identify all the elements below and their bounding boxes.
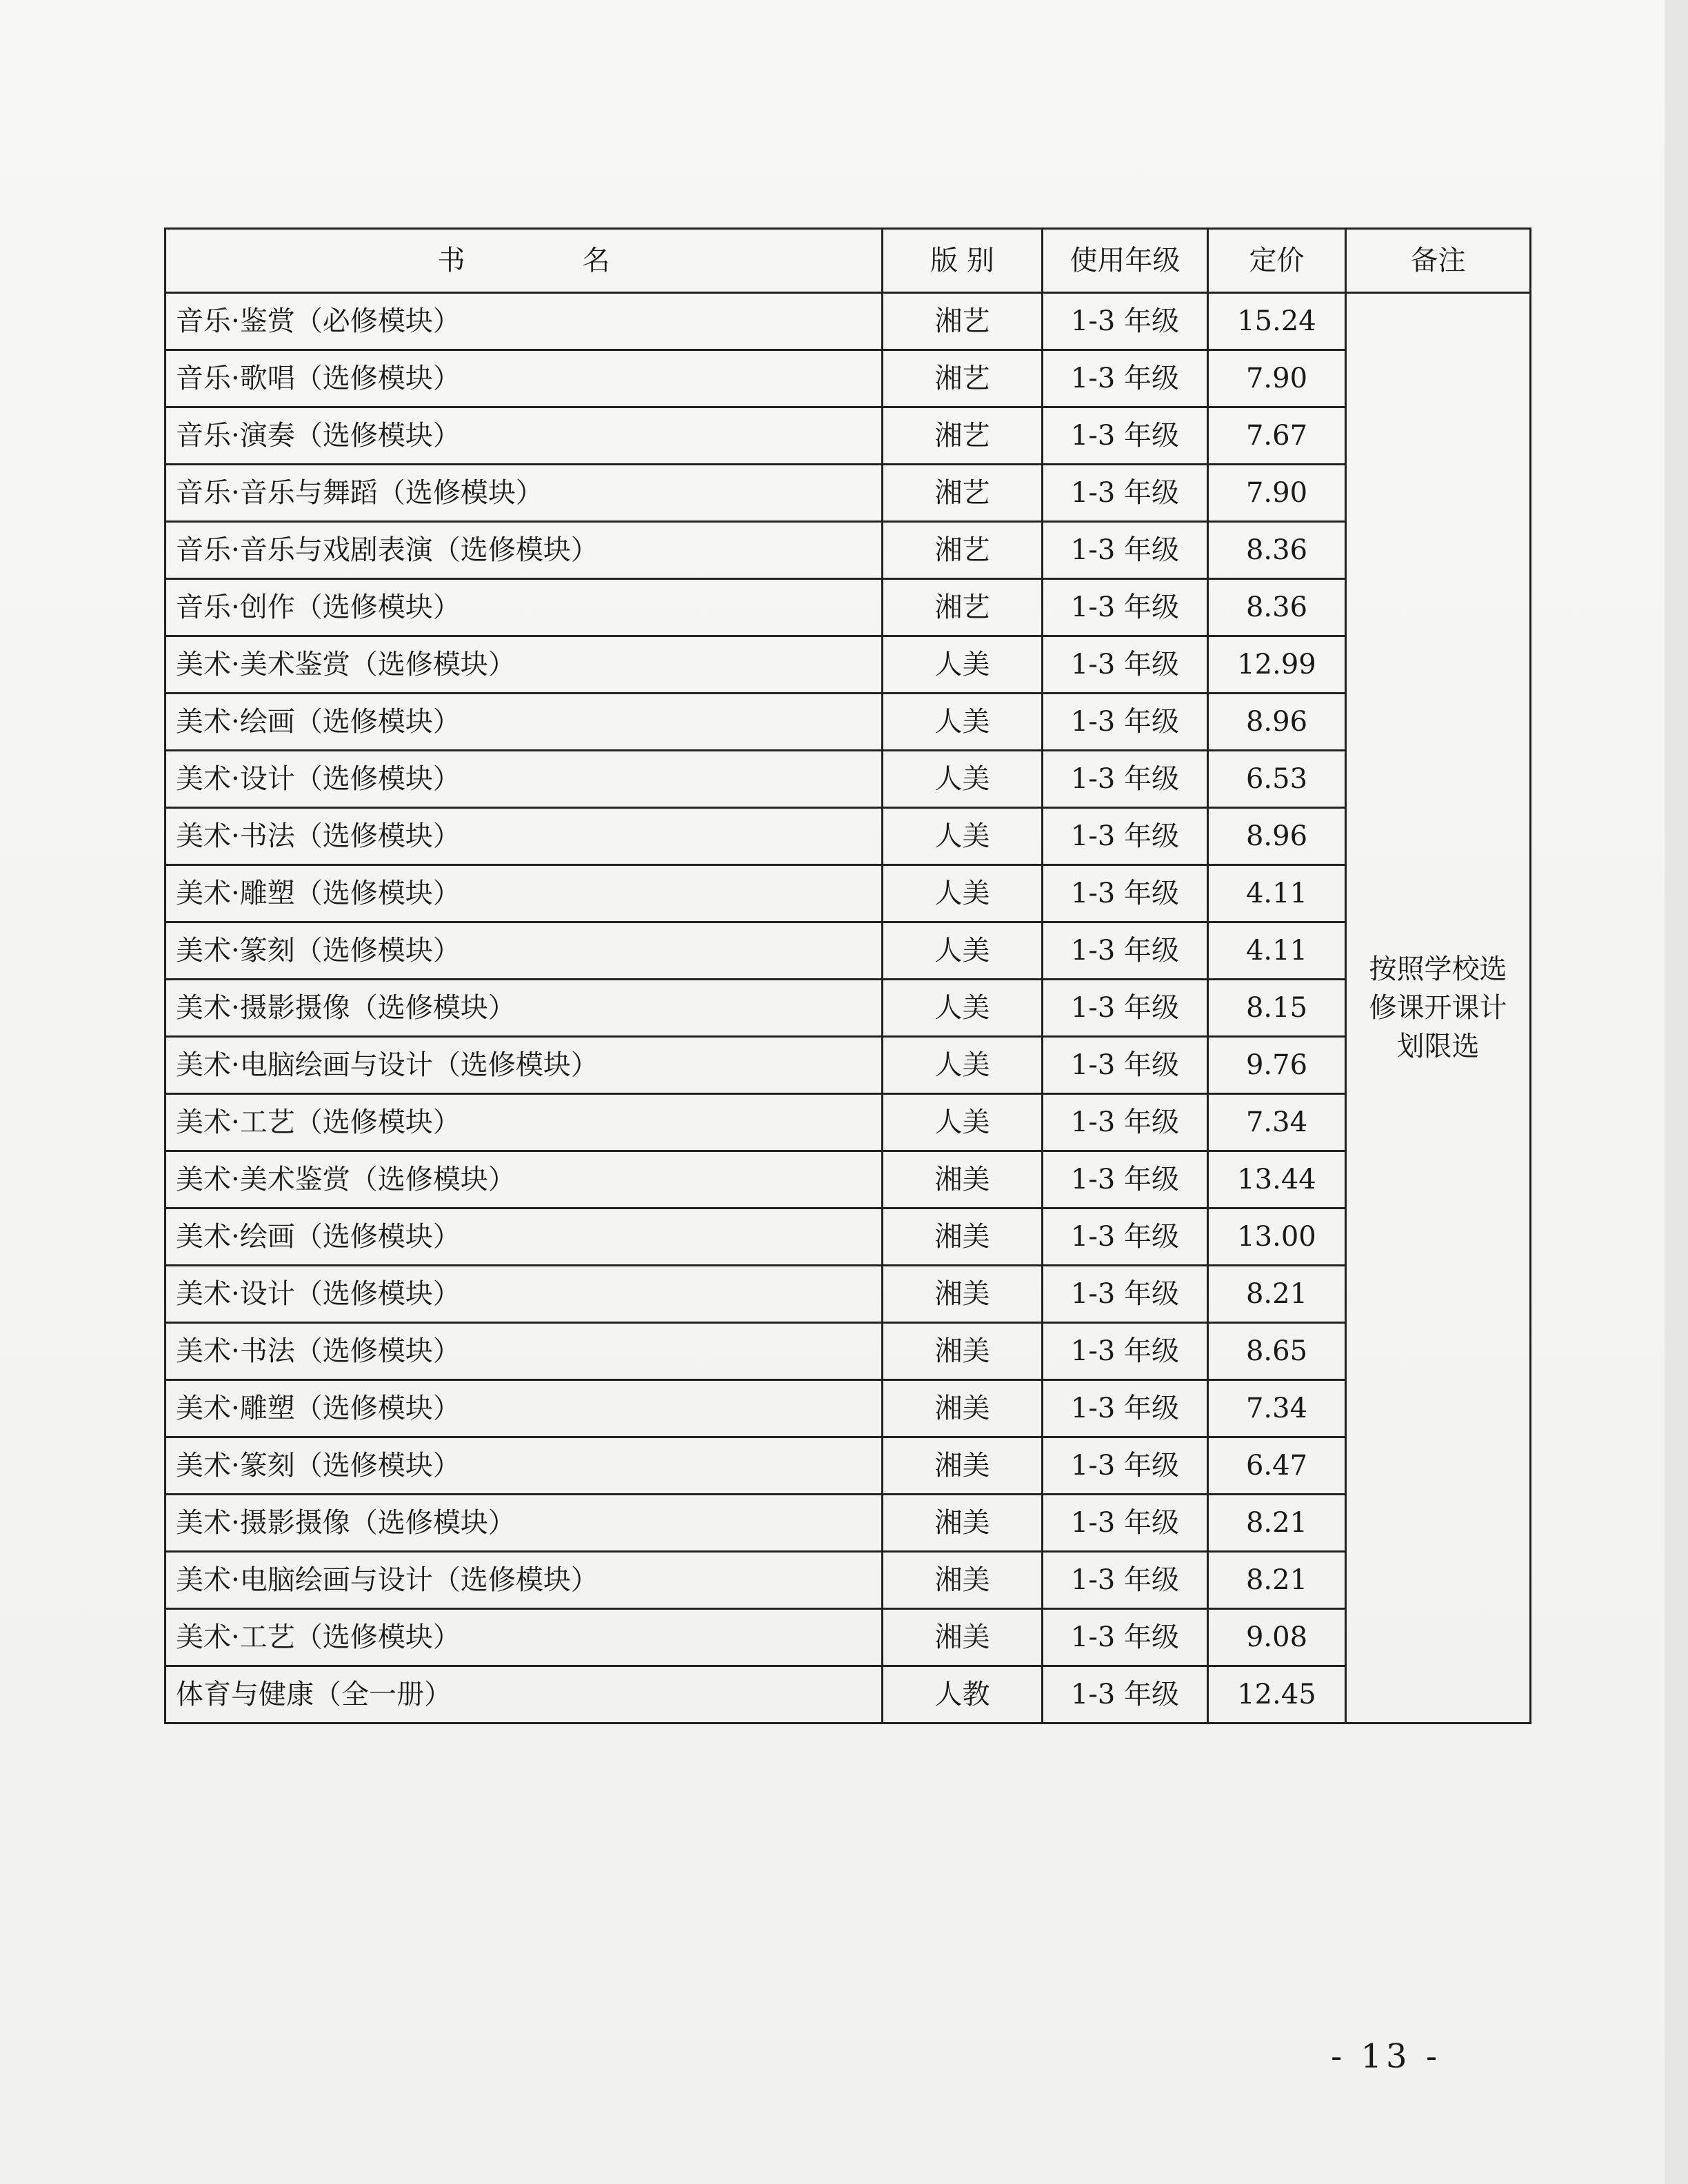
edition-cell: 湘艺	[883, 522, 1043, 579]
price-cell: 7.90	[1208, 350, 1346, 407]
edition-cell: 湘艺	[883, 350, 1043, 407]
edition-cell: 人美	[883, 980, 1043, 1037]
grade-cell: 1-3 年级	[1043, 293, 1208, 350]
grade-cell: 1-3 年级	[1043, 922, 1208, 980]
header-name-char-1: 书	[437, 245, 465, 276]
table-header-row	[165, 229, 1531, 293]
table-row	[165, 1209, 1531, 1266]
table-row	[165, 694, 1531, 751]
grade-cell: 1-3 年级	[1043, 808, 1208, 865]
price-cell: 6.53	[1208, 751, 1346, 808]
book-name-cell: 美术·设计（选修模块）	[165, 1266, 883, 1323]
grade-cell: 1-3 年级	[1043, 465, 1208, 522]
price-cell: 13.44	[1208, 1151, 1346, 1209]
price-cell: 7.34	[1208, 1380, 1346, 1437]
price-cell: 8.36	[1208, 579, 1346, 636]
table-row	[165, 1323, 1531, 1380]
table-row	[165, 1552, 1531, 1609]
book-name-cell: 美术·绘画（选修模块）	[165, 694, 883, 751]
book-name-cell: 体育与健康（全一册）	[165, 1666, 883, 1723]
price-cell: 7.34	[1208, 1094, 1346, 1151]
edition-cell: 人美	[883, 922, 1043, 980]
grade-cell: 1-3 年级	[1043, 1437, 1208, 1495]
grade-cell: 1-3 年级	[1043, 1495, 1208, 1552]
price-cell: 4.11	[1208, 922, 1346, 980]
book-name-cell: 音乐·音乐与舞蹈（选修模块）	[165, 465, 883, 522]
edition-cell: 湘美	[883, 1209, 1043, 1266]
edition-cell: 湘美	[883, 1609, 1043, 1666]
grade-cell: 1-3 年级	[1043, 1552, 1208, 1609]
book-name-cell: 美术·绘画（选修模块）	[165, 1209, 883, 1266]
book-name-cell: 美术·书法（选修模块）	[165, 1323, 883, 1380]
header-name-char-2: 名	[582, 245, 610, 276]
grade-cell: 1-3 年级	[1043, 407, 1208, 465]
grade-cell: 1-3 年级	[1043, 1209, 1208, 1266]
price-cell: 7.90	[1208, 465, 1346, 522]
header-edition: 版 别	[883, 229, 1043, 293]
book-name-cell: 美术·工艺（选修模块）	[165, 1609, 883, 1666]
price-cell: 4.11	[1208, 865, 1346, 922]
table-row	[165, 1094, 1531, 1151]
header-book-name	[165, 229, 883, 293]
table-body	[165, 293, 1531, 1723]
grade-cell: 1-3 年级	[1043, 751, 1208, 808]
table-row	[165, 865, 1531, 922]
price-cell: 8.21	[1208, 1552, 1346, 1609]
edition-cell: 人美	[883, 751, 1043, 808]
edition-cell: 人美	[883, 1094, 1043, 1151]
price-cell: 8.36	[1208, 522, 1346, 579]
grade-cell: 1-3 年级	[1043, 1609, 1208, 1666]
remarks-cell	[1346, 293, 1531, 1723]
book-name-cell: 音乐·鉴赏（必修模块）	[165, 293, 883, 350]
table-row	[165, 980, 1531, 1037]
edition-cell: 湘美	[883, 1151, 1043, 1209]
book-name-cell: 美术·美术鉴赏（选修模块）	[165, 1151, 883, 1209]
edition-cell: 湘美	[883, 1495, 1043, 1552]
header-grade: 使用年级	[1043, 229, 1208, 293]
price-cell: 8.21	[1208, 1266, 1346, 1323]
remarks-text: 按照学校选修课开课计划限选	[1369, 953, 1507, 1062]
edition-cell: 人美	[883, 694, 1043, 751]
table-row	[165, 293, 1531, 350]
grade-cell: 1-3 年级	[1043, 1151, 1208, 1209]
book-name-cell: 美术·美术鉴赏（选修模块）	[165, 636, 883, 694]
header-remarks: 备注	[1346, 229, 1531, 293]
table-row	[165, 1266, 1531, 1323]
table-row	[165, 350, 1531, 407]
edition-cell: 人美	[883, 1037, 1043, 1094]
page-edge-shadow	[1665, 0, 1688, 2184]
book-name-cell: 音乐·创作（选修模块）	[165, 579, 883, 636]
table-row	[165, 579, 1531, 636]
edition-cell: 人美	[883, 636, 1043, 694]
book-name-cell: 音乐·演奏（选修模块）	[165, 407, 883, 465]
price-cell: 6.47	[1208, 1437, 1346, 1495]
textbook-table	[164, 228, 1531, 1724]
grade-cell: 1-3 年级	[1043, 980, 1208, 1037]
edition-cell: 人美	[883, 865, 1043, 922]
grade-cell: 1-3 年级	[1043, 1094, 1208, 1151]
book-name-cell: 美术·摄影摄像（选修模块）	[165, 980, 883, 1037]
edition-cell: 湘美	[883, 1437, 1043, 1495]
grade-cell: 1-3 年级	[1043, 522, 1208, 579]
book-name-cell: 美术·篆刻（选修模块）	[165, 922, 883, 980]
edition-cell: 湘美	[883, 1552, 1043, 1609]
grade-cell: 1-3 年级	[1043, 1323, 1208, 1380]
grade-cell: 1-3 年级	[1043, 636, 1208, 694]
edition-cell: 人美	[883, 808, 1043, 865]
book-name-cell: 美术·设计（选修模块）	[165, 751, 883, 808]
table-row	[165, 1437, 1531, 1495]
price-cell: 8.65	[1208, 1323, 1346, 1380]
price-cell: 9.08	[1208, 1609, 1346, 1666]
table-row	[165, 1151, 1531, 1209]
edition-cell: 湘艺	[883, 293, 1043, 350]
table-row	[165, 1666, 1531, 1723]
table-row	[165, 922, 1531, 980]
table-row	[165, 1495, 1531, 1552]
edition-cell: 湘艺	[883, 465, 1043, 522]
book-name-cell: 美术·工艺（选修模块）	[165, 1094, 883, 1151]
edition-cell: 湘美	[883, 1266, 1043, 1323]
grade-cell: 1-3 年级	[1043, 1266, 1208, 1323]
grade-cell: 1-3 年级	[1043, 579, 1208, 636]
table-row	[165, 522, 1531, 579]
edition-cell: 湘美	[883, 1380, 1043, 1437]
edition-cell: 湘艺	[883, 579, 1043, 636]
table-row	[165, 1380, 1531, 1437]
edition-cell: 湘艺	[883, 407, 1043, 465]
book-name-cell: 音乐·音乐与戏剧表演（选修模块）	[165, 522, 883, 579]
book-name-cell: 美术·电脑绘画与设计（选修模块）	[165, 1037, 883, 1094]
table-row	[165, 751, 1531, 808]
table-row	[165, 407, 1531, 465]
book-name-cell: 美术·摄影摄像（选修模块）	[165, 1495, 883, 1552]
price-cell: 13.00	[1208, 1209, 1346, 1266]
grade-cell: 1-3 年级	[1043, 1380, 1208, 1437]
header-price: 定价	[1208, 229, 1346, 293]
price-cell: 8.96	[1208, 808, 1346, 865]
grade-cell: 1-3 年级	[1043, 350, 1208, 407]
grade-cell: 1-3 年级	[1043, 1037, 1208, 1094]
price-cell: 15.24	[1208, 293, 1346, 350]
book-name-cell: 美术·电脑绘画与设计（选修模块）	[165, 1552, 883, 1609]
price-cell: 8.15	[1208, 980, 1346, 1037]
grade-cell: 1-3 年级	[1043, 865, 1208, 922]
table-row	[165, 636, 1531, 694]
price-cell: 12.99	[1208, 636, 1346, 694]
table-row	[165, 465, 1531, 522]
book-name-cell: 音乐·歌唱（选修模块）	[165, 350, 883, 407]
book-name-cell: 美术·书法（选修模块）	[165, 808, 883, 865]
price-cell: 9.76	[1208, 1037, 1346, 1094]
edition-cell: 湘美	[883, 1323, 1043, 1380]
book-name-cell: 美术·雕塑（选修模块）	[165, 1380, 883, 1437]
table-row	[165, 808, 1531, 865]
price-cell: 8.21	[1208, 1495, 1346, 1552]
page-number: - 13 -	[1331, 2037, 1442, 2076]
grade-cell: 1-3 年级	[1043, 694, 1208, 751]
book-name-cell: 美术·雕塑（选修模块）	[165, 865, 883, 922]
table-row	[165, 1037, 1531, 1094]
book-name-cell: 美术·篆刻（选修模块）	[165, 1437, 883, 1495]
price-cell: 8.96	[1208, 694, 1346, 751]
grade-cell: 1-3 年级	[1043, 1666, 1208, 1723]
edition-cell: 人教	[883, 1666, 1043, 1723]
table-row	[165, 1609, 1531, 1666]
price-cell: 7.67	[1208, 407, 1346, 465]
price-cell: 12.45	[1208, 1666, 1346, 1723]
